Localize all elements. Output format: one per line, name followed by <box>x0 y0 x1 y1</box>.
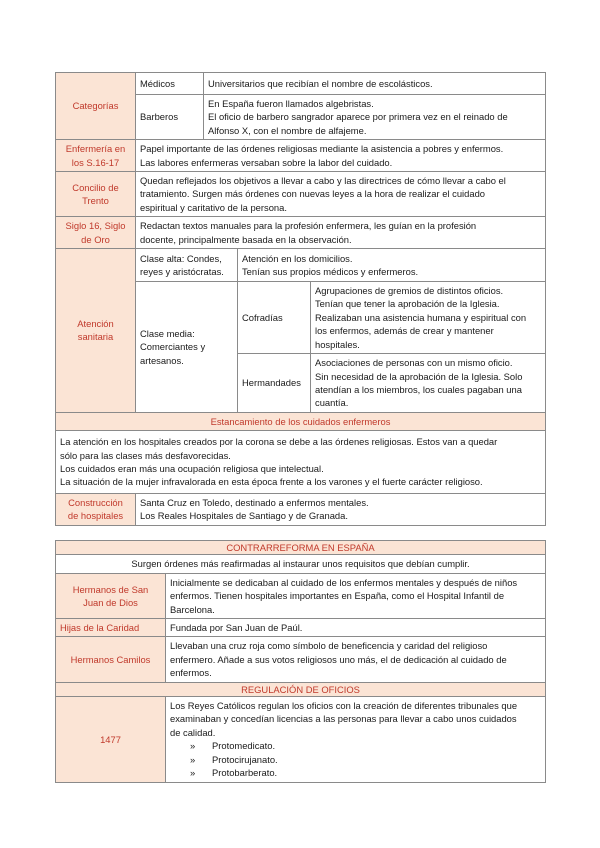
medicos-label: Médicos <box>136 73 204 95</box>
oficios-list <box>170 739 541 779</box>
bullet-icon: » <box>190 767 196 779</box>
categorias-label: Categorías <box>56 73 136 140</box>
enfermeria-text: Papel importante de las órdenes religiosas mediante la asistencia a pobres y enfermos. Las labores enfermeras versaban sobre la labor del cuidado. <box>136 140 546 172</box>
construccion-text: Santa Cruz en Toledo, destinado a enfermos mentales. Los Reales Hospitales de Santiago y de Granada. <box>136 493 546 525</box>
list-item: » Protomedicato. <box>190 740 276 752</box>
clase-alta-text: Atención en los domicilios. Tenían sus propios médicos y enfermeros. <box>238 249 546 282</box>
contrarreforma-subtitle: Surgen órdenes más reafirmadas al instaurar unos requisitos que debían cumplir. <box>56 555 546 573</box>
cofradias-label: Cofradías <box>238 282 311 354</box>
medicos-text: Universitarios que recibían el nombre de escolásticos. <box>204 73 546 95</box>
history-table-1 <box>55 72 546 526</box>
estancamiento-text: La atención en los hospitales creados por la corona se debe a las órdenes religiosas. Estos van a quedar sólo para las clases más desfavorecidas. Los cuidados eran más una ocupación religiosa que intelectual. La situación de la mujer infravalorada en esta época frente a los varones y el fuerte carácter religioso. <box>56 431 546 494</box>
enfermeria-label: Enfermería en los S.16-17 <box>56 140 136 172</box>
hermandades-text: Asociaciones de personas con un mismo oficio. Sin necesidad de la aprobación de la Iglesia. Solo atendían a los miembros, los cuales pagaban una cuantía. <box>311 354 546 413</box>
year-1477-label: 1477 <box>56 697 166 782</box>
camilos-text: Llevaban una cruz roja como símbolo de beneficencia y caridad del religioso enfermero. Añade a sus votos religiosos uno más, el de dedicación al cuidado de enfermos. <box>166 637 546 682</box>
cofradias-text: Agrupaciones de gremios de distintos oficios. Tenían que tener la aprobación de la Iglesia. Realizaban una asistencia humana y espiritual con los enfermos, además de crear y mantener hospitales. <box>311 282 546 354</box>
caridad-label: Hijas de la Caridad <box>56 619 166 637</box>
camilos-label: Hermanos Camilos <box>56 637 166 682</box>
year-1477-text: Los Reyes Católicos regulan los oficios con la creación de diferentes tribunales que examinaban y concedían licencias a las personas para llevar a cabo unos cuidados de calidad. » Protomedicato. » Protocirujanato. » Protobarberato. <box>166 697 546 782</box>
regulacion-header: REGULACIÓN DE OFICIOS <box>56 682 546 696</box>
concilio-label: Concilio de Trento <box>56 172 136 217</box>
history-table-2 <box>55 540 546 783</box>
barberos-label: Barberos <box>136 95 204 140</box>
clase-media-label: Clase media: Comerciantes y artesanos. <box>136 282 238 413</box>
construccion-label: Construcción de hospitales <box>56 493 136 525</box>
estancamiento-header: Estancamiento de los cuidados enfermeros <box>56 412 546 430</box>
san-juan-label: Hermanos de San Juan de Dios <box>56 573 166 618</box>
caridad-text: Fundada por San Juan de Paúl. <box>166 619 546 637</box>
bullet-icon: » <box>190 753 196 765</box>
bullet-icon: » <box>190 740 196 752</box>
clase-alta-label: Clase alta: Condes, reyes y aristócratas. <box>136 249 238 282</box>
atencion-label: Atención sanitaria <box>56 249 136 413</box>
hermandades-label: Hermandades <box>238 354 311 413</box>
san-juan-text: Inicialmente se dedicaban al cuidado de los enfermos mentales y después de niños enfermos. Tienen hospitales importantes en España, como el Hospital Infantil de Barcelona. <box>166 573 546 618</box>
contrarreforma-header: CONTRARREFORMA EN ESPAÑA <box>56 541 546 555</box>
siglo16-text: Redactan textos manuales para la profesión enfermera, les guían en la profesión docente, principalmente basada en la observación. <box>136 217 546 249</box>
barberos-text: En España fueron llamados algebristas. El oficio de barbero sangrador aparece por primera vez en el reinado de Alfonso X, con el nombre de alfajeme. <box>204 95 546 140</box>
siglo16-label: Siglo 16, Siglo de Oro <box>56 217 136 249</box>
list-item: » Protocirujanato. <box>190 753 278 765</box>
concilio-text: Quedan reflejados los objetivos a llevar a cabo y las directrices de cómo llevar a cabo el tratamiento. Surgen más órdenes con nuevas leyes a la hora de realizar el cuidado espiritual y caritativo de la persona. <box>136 172 546 217</box>
list-item: » Protobarberato. <box>190 767 278 779</box>
